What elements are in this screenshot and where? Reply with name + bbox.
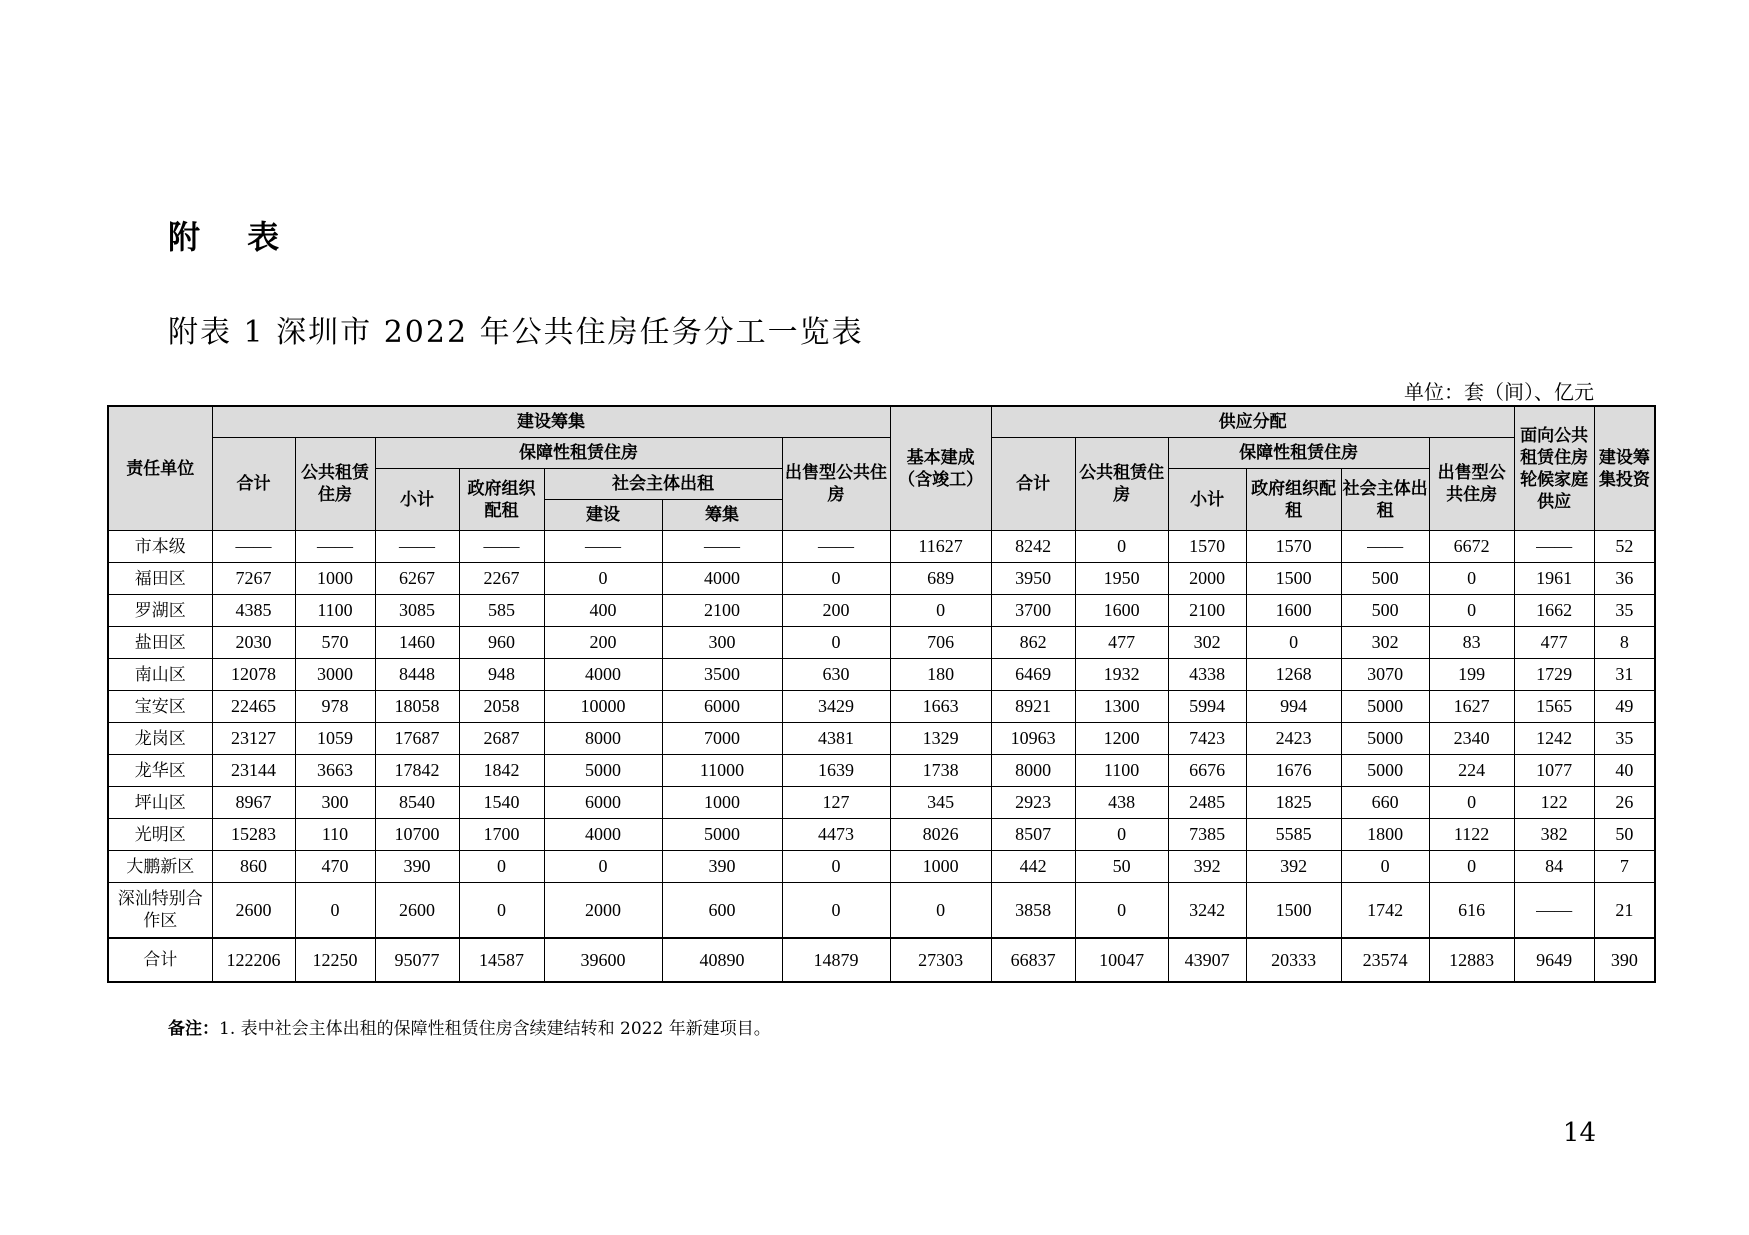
table-cell: 0: [1429, 851, 1514, 883]
table-cell: 438: [1075, 787, 1168, 819]
table-cell: 52: [1594, 531, 1655, 563]
header-c-build: 建设: [544, 500, 662, 531]
table-cell: 4385: [212, 595, 295, 627]
table-cell: 860: [212, 851, 295, 883]
table-cell: 7: [1594, 851, 1655, 883]
table-cell: 23144: [212, 755, 295, 787]
table-cell: 10047: [1075, 938, 1168, 982]
table-cell: 7423: [1168, 723, 1246, 755]
table-cell: 1500: [1246, 563, 1341, 595]
table-cell: 5000: [662, 819, 782, 851]
table-cell: 40890: [662, 938, 782, 982]
appendix-heading: 附 表: [168, 218, 298, 256]
row-unit-name: 龙岗区: [108, 723, 212, 755]
table-cell: 3000: [295, 659, 375, 691]
table-row: [108, 627, 1655, 659]
table-cell: 200: [544, 627, 662, 659]
table-cell: 6672: [1429, 531, 1514, 563]
table-cell: 4381: [782, 723, 890, 755]
table-cell: 49: [1594, 691, 1655, 723]
table-cell: 0: [782, 563, 890, 595]
table-cell: 199: [1429, 659, 1514, 691]
header-s-total: 合计: [991, 438, 1075, 531]
table-cell: 224: [1429, 755, 1514, 787]
table-cell: 17842: [375, 755, 459, 787]
table-cell: 2100: [662, 595, 782, 627]
table-cell: 23574: [1341, 938, 1429, 982]
table-cell: 2923: [991, 787, 1075, 819]
table-cell: 1268: [1246, 659, 1341, 691]
table-cell: 500: [1341, 595, 1429, 627]
table-cell: 1000: [662, 787, 782, 819]
header-s-public-rent: 公共租赁住房: [1075, 438, 1168, 531]
table-body: [108, 531, 1655, 983]
table-cell: 10000: [544, 691, 662, 723]
table-cell: 23127: [212, 723, 295, 755]
table-cell: 4000: [662, 563, 782, 595]
table-cell: 11627: [890, 531, 991, 563]
table-cell: 390: [1594, 938, 1655, 982]
table-cell: 8026: [890, 819, 991, 851]
table-cell: 12250: [295, 938, 375, 982]
table-title: 附表 1 深圳市 2022 年公共住房任务分工一览表: [168, 315, 864, 350]
table-cell: 5994: [1168, 691, 1246, 723]
table-cell: 2600: [212, 883, 295, 939]
table-cell: 0: [1429, 595, 1514, 627]
header-c-total: 合计: [212, 438, 295, 531]
table-cell: 2485: [1168, 787, 1246, 819]
table-cell: 2058: [459, 691, 544, 723]
table-cell: 1738: [890, 755, 991, 787]
table-cell: 8540: [375, 787, 459, 819]
table-cell: 40: [1594, 755, 1655, 787]
table-cell: 8000: [544, 723, 662, 755]
table-cell: 17687: [375, 723, 459, 755]
header-waiting-supply: 面向公共租赁住房轮候家庭供应: [1514, 406, 1594, 531]
table-cell: 477: [1514, 627, 1594, 659]
table-row: [108, 563, 1655, 595]
table-cell: 400: [544, 595, 662, 627]
note-text: 1. 表中社会主体出租的保障性租赁住房含续建结转和 2022 年新建项目。: [219, 1019, 771, 1039]
table-row: [108, 787, 1655, 819]
table-cell: 12078: [212, 659, 295, 691]
table-cell: 1460: [375, 627, 459, 659]
table-cell: ——: [544, 531, 662, 563]
table-cell: 18058: [375, 691, 459, 723]
table-cell: 3858: [991, 883, 1075, 939]
table-cell: 95077: [375, 938, 459, 982]
table-cell: 600: [662, 883, 782, 939]
table-cell: 978: [295, 691, 375, 723]
table-cell: 35: [1594, 723, 1655, 755]
table-cell: 1540: [459, 787, 544, 819]
table-cell: 1600: [1246, 595, 1341, 627]
table-cell: 1742: [1341, 883, 1429, 939]
table-cell: 706: [890, 627, 991, 659]
row-unit-name: 罗湖区: [108, 595, 212, 627]
table-cell: 122206: [212, 938, 295, 982]
table-cell: 14587: [459, 938, 544, 982]
table-cell: 35: [1594, 595, 1655, 627]
table-cell: 3070: [1341, 659, 1429, 691]
table-cell: 2100: [1168, 595, 1246, 627]
table-cell: 382: [1514, 819, 1594, 851]
table-cell: 1842: [459, 755, 544, 787]
table-cell: 3663: [295, 755, 375, 787]
table-cell: 0: [544, 851, 662, 883]
table-cell: 2000: [544, 883, 662, 939]
table-cell: 1700: [459, 819, 544, 851]
table-cell: 300: [295, 787, 375, 819]
table-cell: 1950: [1075, 563, 1168, 595]
table-cell: ——: [459, 531, 544, 563]
table-cell: 1662: [1514, 595, 1594, 627]
table-cell: 66837: [991, 938, 1075, 982]
table-cell: 6267: [375, 563, 459, 595]
unit-label: 单位：套（间）、亿元: [1404, 380, 1594, 404]
table-cell: 12883: [1429, 938, 1514, 982]
table-cell: 2340: [1429, 723, 1514, 755]
table-row: [108, 883, 1655, 939]
page-number: 14: [1562, 1118, 1596, 1148]
table-cell: 0: [782, 883, 890, 939]
table-cell: 1570: [1168, 531, 1246, 563]
table-cell: 616: [1429, 883, 1514, 939]
header-c-gov: 政府组织配租: [459, 469, 544, 531]
table-cell: 5000: [1341, 723, 1429, 755]
table-cell: 1570: [1246, 531, 1341, 563]
table-cell: 8448: [375, 659, 459, 691]
table-row: [108, 691, 1655, 723]
table-cell: 5000: [544, 755, 662, 787]
total-row: [108, 938, 1655, 982]
header-s-subtotal: 小计: [1168, 469, 1246, 531]
table-cell: 994: [1246, 691, 1341, 723]
table-cell: 2000: [1168, 563, 1246, 595]
table-row: [108, 659, 1655, 691]
table-cell: 1000: [295, 563, 375, 595]
row-unit-name: 市本级: [108, 531, 212, 563]
table-cell: 20333: [1246, 938, 1341, 982]
table-cell: 127: [782, 787, 890, 819]
table-cell: 0: [1075, 531, 1168, 563]
table-cell: 1800: [1341, 819, 1429, 851]
header-c-public-rent: 公共租赁住房: [295, 438, 375, 531]
header-s-sale: 出售型公共住房: [1429, 438, 1514, 531]
table-cell: 5000: [1341, 755, 1429, 787]
table-cell: 862: [991, 627, 1075, 659]
table-cell: ——: [1514, 883, 1594, 939]
header-construction: 建设筹集: [212, 406, 890, 438]
table-cell: 8000: [991, 755, 1075, 787]
table-cell: 27303: [890, 938, 991, 982]
table-row: [108, 755, 1655, 787]
table-row: [108, 851, 1655, 883]
table-cell: 0: [459, 851, 544, 883]
table-cell: 1077: [1514, 755, 1594, 787]
table-cell: 470: [295, 851, 375, 883]
table-cell: 2030: [212, 627, 295, 659]
table-cell: 1600: [1075, 595, 1168, 627]
table-cell: 4473: [782, 819, 890, 851]
table-cell: 300: [662, 627, 782, 659]
table-cell: 2600: [375, 883, 459, 939]
table-cell: 50: [1075, 851, 1168, 883]
header-c-sale: 出售型公共住房: [782, 438, 890, 531]
note-label: 备注：: [168, 1019, 219, 1039]
table-cell: 3950: [991, 563, 1075, 595]
table-cell: 1639: [782, 755, 890, 787]
table-cell: 180: [890, 659, 991, 691]
table-cell: 4338: [1168, 659, 1246, 691]
table-cell: 3700: [991, 595, 1075, 627]
table-cell: 570: [295, 627, 375, 659]
table-cell: 0: [544, 563, 662, 595]
table-cell: 390: [375, 851, 459, 883]
table-cell: ——: [782, 531, 890, 563]
row-unit-name: 坪山区: [108, 787, 212, 819]
table-row: [108, 723, 1655, 755]
table-cell: 110: [295, 819, 375, 851]
table-cell: ——: [295, 531, 375, 563]
table-cell: 5000: [1341, 691, 1429, 723]
header-c-social: 社会主体出租: [544, 469, 782, 500]
row-unit-name: 宝安区: [108, 691, 212, 723]
table-note: [168, 1014, 771, 1039]
table-cell: 1676: [1246, 755, 1341, 787]
table-cell: 10700: [375, 819, 459, 851]
table-cell: 302: [1341, 627, 1429, 659]
table-cell: 8242: [991, 531, 1075, 563]
table-cell: 21: [1594, 883, 1655, 939]
table-cell: 6469: [991, 659, 1075, 691]
table-cell: 585: [459, 595, 544, 627]
table-cell: ——: [1341, 531, 1429, 563]
row-unit-name: 盐田区: [108, 627, 212, 659]
table-cell: 392: [1246, 851, 1341, 883]
row-unit-name: 龙华区: [108, 755, 212, 787]
table-cell: 2423: [1246, 723, 1341, 755]
table-cell: 3500: [662, 659, 782, 691]
table-cell: 0: [1075, 819, 1168, 851]
table-cell: 8967: [212, 787, 295, 819]
table-cell: 5585: [1246, 819, 1341, 851]
table-cell: ——: [662, 531, 782, 563]
table-cell: 1200: [1075, 723, 1168, 755]
table-cell: 1663: [890, 691, 991, 723]
table-cell: ——: [1514, 531, 1594, 563]
table-cell: 39600: [544, 938, 662, 982]
table-cell: 83: [1429, 627, 1514, 659]
table-cell: 43907: [1168, 938, 1246, 982]
table-cell: 7000: [662, 723, 782, 755]
table-cell: 0: [1246, 627, 1341, 659]
table-cell: 122: [1514, 787, 1594, 819]
table-cell: 7267: [212, 563, 295, 595]
table-cell: 1961: [1514, 563, 1594, 595]
table-cell: 1825: [1246, 787, 1341, 819]
row-unit-name: 合计: [108, 938, 212, 982]
table-cell: 8: [1594, 627, 1655, 659]
header-supply: 供应分配: [991, 406, 1514, 438]
header-investment: 建设筹集投资: [1594, 406, 1655, 531]
row-unit-name: 深汕特别合作区: [108, 883, 212, 939]
table-cell: 3242: [1168, 883, 1246, 939]
table-cell: 26: [1594, 787, 1655, 819]
header-s-gov: 政府组织配租: [1246, 469, 1341, 531]
table-cell: 50: [1594, 819, 1655, 851]
table-cell: 1932: [1075, 659, 1168, 691]
table-cell: 0: [782, 851, 890, 883]
table-row: [108, 595, 1655, 627]
table-cell: 1059: [295, 723, 375, 755]
table-cell: 948: [459, 659, 544, 691]
header-c-raise: 筹集: [662, 500, 782, 531]
table-cell: 2267: [459, 563, 544, 595]
table-cell: 660: [1341, 787, 1429, 819]
table-cell: 1300: [1075, 691, 1168, 723]
table-cell: 1329: [890, 723, 991, 755]
table-cell: 1500: [1246, 883, 1341, 939]
table-cell: 630: [782, 659, 890, 691]
table-cell: 7385: [1168, 819, 1246, 851]
table-cell: 0: [1429, 787, 1514, 819]
table-cell: 477: [1075, 627, 1168, 659]
table-cell: 442: [991, 851, 1075, 883]
table-cell: 6676: [1168, 755, 1246, 787]
table-cell: 0: [1429, 563, 1514, 595]
table-cell: 689: [890, 563, 991, 595]
table-cell: 1100: [1075, 755, 1168, 787]
table-cell: 0: [782, 627, 890, 659]
header-c-affordable: 保障性租赁住房: [375, 438, 782, 469]
table-cell: 14879: [782, 938, 890, 982]
table-cell: 6000: [544, 787, 662, 819]
table-cell: 1122: [1429, 819, 1514, 851]
header-s-social: 社会主体出租: [1341, 469, 1429, 531]
table-cell: 4000: [544, 819, 662, 851]
table-cell: 8921: [991, 691, 1075, 723]
table-cell: 200: [782, 595, 890, 627]
table-cell: 8507: [991, 819, 1075, 851]
header-basic-completion: 基本建成（含竣工）: [890, 406, 991, 531]
row-unit-name: 光明区: [108, 819, 212, 851]
table-cell: 11000: [662, 755, 782, 787]
table-cell: 302: [1168, 627, 1246, 659]
header-c-subtotal: 小计: [375, 469, 459, 531]
table-cell: 15283: [212, 819, 295, 851]
table-cell: 1627: [1429, 691, 1514, 723]
row-unit-name: 福田区: [108, 563, 212, 595]
table-cell: 84: [1514, 851, 1594, 883]
row-unit-name: 大鹏新区: [108, 851, 212, 883]
table-cell: 390: [662, 851, 782, 883]
table-cell: 22465: [212, 691, 295, 723]
table-cell: 9649: [1514, 938, 1594, 982]
table-cell: 1100: [295, 595, 375, 627]
table-cell: 10963: [991, 723, 1075, 755]
row-unit-name: 南山区: [108, 659, 212, 691]
table-cell: 6000: [662, 691, 782, 723]
table-cell: 0: [459, 883, 544, 939]
table-cell: 2687: [459, 723, 544, 755]
table-cell: 345: [890, 787, 991, 819]
table-cell: 0: [295, 883, 375, 939]
table-cell: 1565: [1514, 691, 1594, 723]
table-cell: 0: [890, 595, 991, 627]
table-cell: 31: [1594, 659, 1655, 691]
table-cell: 3085: [375, 595, 459, 627]
table-cell: 0: [1341, 851, 1429, 883]
header-unit: 责任单位: [108, 406, 212, 531]
table-row: [108, 531, 1655, 563]
table-cell: 1000: [890, 851, 991, 883]
table-cell: 36: [1594, 563, 1655, 595]
header-s-affordable: 保障性租赁住房: [1168, 438, 1429, 469]
table-cell: ——: [375, 531, 459, 563]
table-cell: 0: [890, 883, 991, 939]
table-row: [108, 819, 1655, 851]
table-cell: ——: [212, 531, 295, 563]
table-cell: 1242: [1514, 723, 1594, 755]
table-cell: 500: [1341, 563, 1429, 595]
table-cell: 960: [459, 627, 544, 659]
table-cell: 3429: [782, 691, 890, 723]
table-cell: 4000: [544, 659, 662, 691]
table-cell: 392: [1168, 851, 1246, 883]
table-cell: 0: [1075, 883, 1168, 939]
table-cell: 1729: [1514, 659, 1594, 691]
task-allocation-table: [107, 405, 1656, 983]
